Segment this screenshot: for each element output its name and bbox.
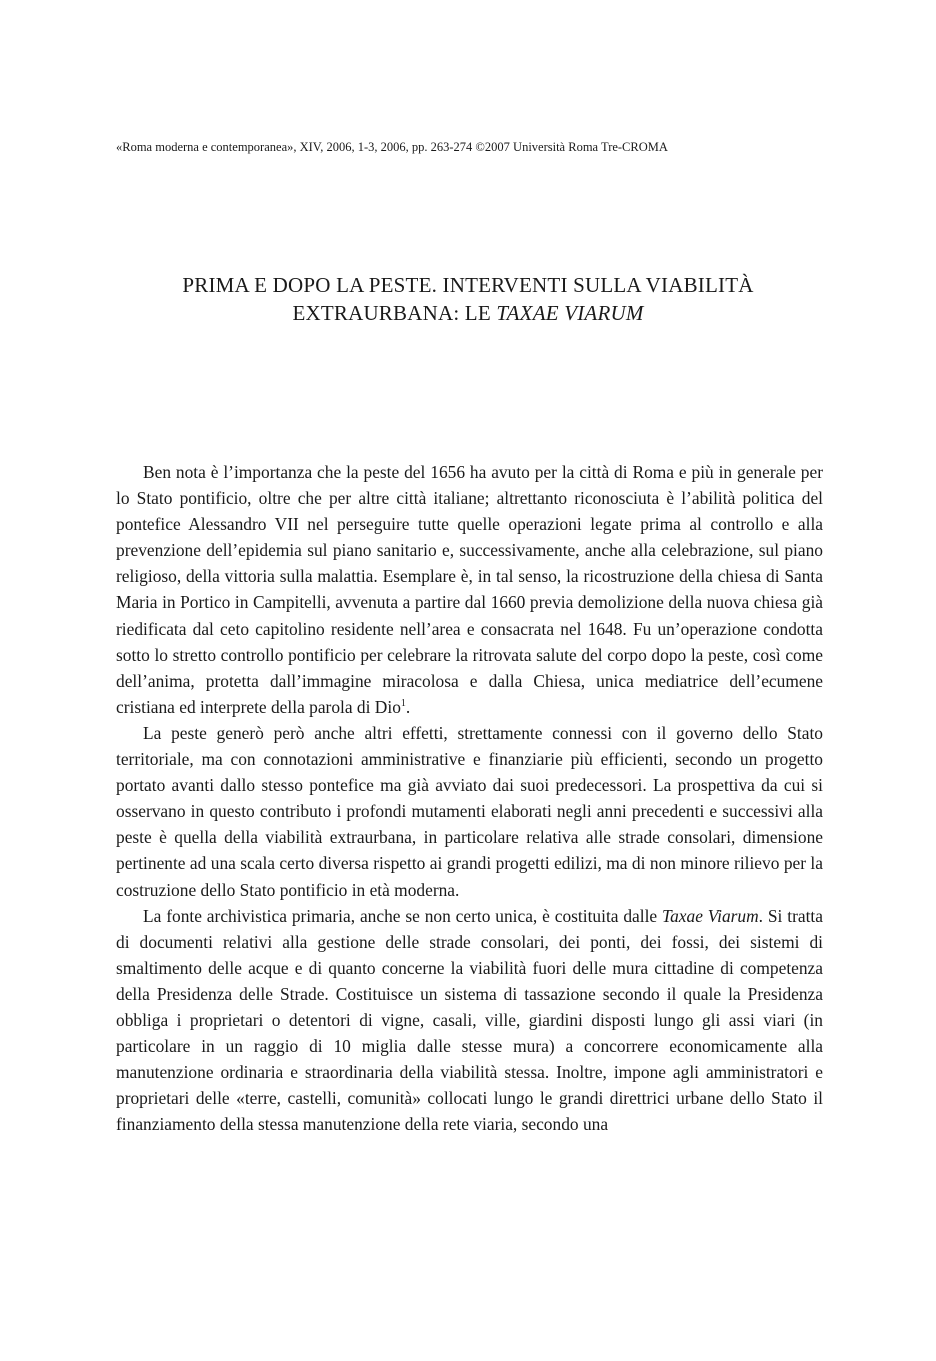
title-line-2-prefix: EXTRAURBANA: LE: [292, 301, 497, 325]
paragraph-3-rest: . Si tratta di documenti relativi alla gestione delle strade consolari, dei ponti, dei fossi, dei sistemi di smaltimento delle acque e di quanto concerne la viabilità fuori delle mura cittadine di competenza della Presidenza delle Strade. Costituisce un sistema di tassazione secondo il quale la Presidenza obbliga i proprietari o detentori di vigne, casali, ville, giardini disposti lungo gli assi viari (in particolare in un raggio di 10 miglia dalle stesse mura) a concorrere economicamente alla manutenzione ordinaria e straordinaria della viabilità stessa. Inoltre, impone agli amministratori e proprietari delle «terre, castelli, comunità» collocati lungo le grandi direttrici urbane dello Stato il finanziamento della stessa manutenzione della rete viaria, secondo una: [116, 905, 823, 1135]
paragraph-1: [116, 459, 823, 720]
title-line-1: PRIMA E DOPO LA PESTE. INTERVENTI SULLA VIABILITÀ: [182, 273, 754, 297]
paragraph-1-text: Ben nota è l’importanza che la peste del 1656 ha avuto per la città di Roma e più in generale per lo Stato pontificio, oltre che per altre città italiane; altrettanto riconosciuta è l’abilità politica del pontefice Alessandro VII nel perseguire tutte quelle operazioni legate prima al controllo e alla prevenzione dell’epidemia sul piano sanitario e, successivamente, anche alla celebrazione, sul piano religioso, della vittoria sulla malattia. Esemplare è, in tal senso, la ricostruzione della chiesa di Santa Maria in Portico in Campitelli, avvenuta a partire dal 1660 previa demolizione della nuova chiesa già riedificata dal ceto capitolino residente nell’area e consacrata nel 1648. Fu un’operazione condotta sotto lo stretto controllo pontificio per celebrare la ritrovata salute del corpo dopo la peste, così come dell’anima, protetta dall’immagine miracolosa e dalla Chiesa, unica mediatrice dell’ecumene cristiana ed interprete della parola di Dio: [116, 462, 823, 717]
journal-citation: «Roma moderna e contemporanea», XIV, 2006, 1-3, 2006, pp. 263-274 ©2007 Università Roma Tre-CROMA: [116, 140, 668, 154]
title-line-2-italic: TAXAE VIARUM: [496, 301, 644, 325]
paragraph-1-end: .: [405, 696, 411, 717]
article-body: [116, 459, 823, 1137]
article-title: [118, 271, 818, 327]
paragraph-3-italic: Taxae Viarum: [662, 905, 759, 926]
paragraph-3-start: La fonte archivistica primaria, anche se non certo unica, è costituita dalle: [143, 905, 663, 926]
paragraph-2: La peste generò però anche altri effetti, strettamente connessi con il governo dello Stato territoriale, ma con connotazioni amministrative e finanziarie più efficienti, secondo un progetto portato avanti dallo stesso pontefice ma già avviato dai suoi predecessori. La prospettiva da cui si osservano in questo contributo i profondi mutamenti elaborati negli anni precedenti e successivi alla peste è quella della viabilità extraurbana, in particolare relativa alle strade consolari, dimensione pertinente ad una scala certo diversa rispetto ai grandi progetti edilizi, ma di non minore rilievo per la costruzione dello Stato pontificio in età moderna.: [116, 722, 823, 900]
paragraph-3: [116, 903, 823, 1138]
footnote-ref-1[interactable]: 1: [400, 698, 406, 710]
title-line-2: [118, 299, 818, 327]
